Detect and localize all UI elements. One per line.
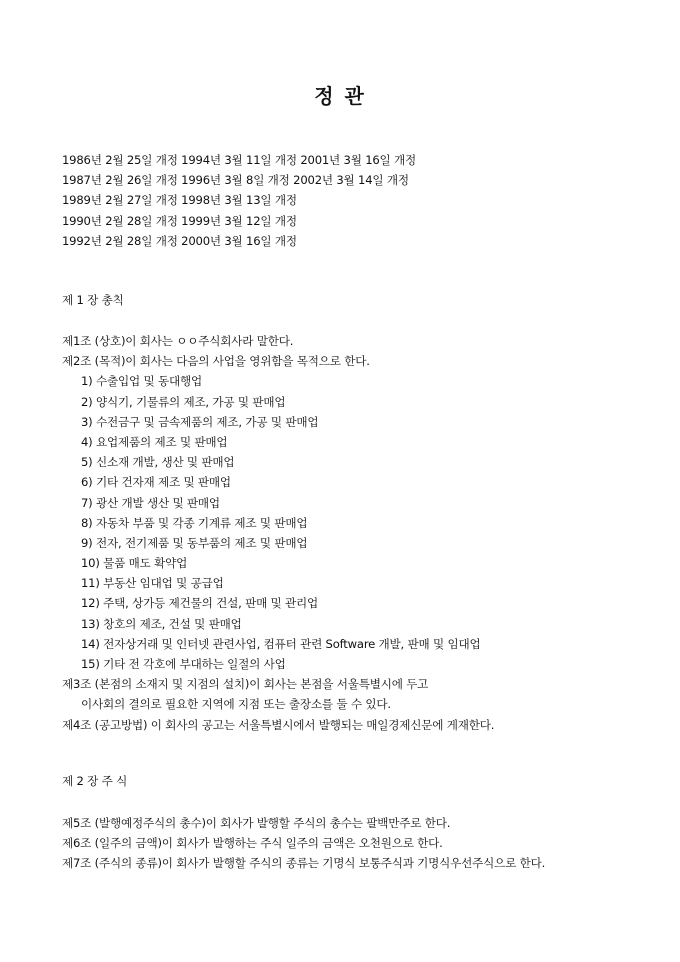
- history-line: 1986년 2월 25일 개정 1994년 3월 11일 개정 2001년 3월 16일 개정: [62, 153, 417, 167]
- chapter-2-heading: [62, 771, 662, 791]
- document-title: 정 관: [314, 84, 366, 108]
- purpose-item: 7) 광산 개발 생산 및 판매업: [81, 495, 220, 510]
- article-2: 제2조 (목적)이 회사는 다음의 사업을 영위함을 목적으로 한다.: [62, 354, 370, 369]
- article-6: 제6조 (일주의 금액)이 회사가 발행하는 주식 일주의 금액은 오천원으로 한다.: [62, 836, 443, 851]
- purpose-item: 3) 수전금구 및 금속제품의 제조, 가공 및 판매업: [81, 414, 319, 429]
- article-3: 제3조 (본점의 소재지 및 지점의 설치)이 회사는 본점을 서울특별시에 두고: [62, 677, 429, 692]
- purpose-item: 15) 기타 전 각호에 부대하는 일절의 사업: [81, 657, 286, 671]
- history-line: 1992년 2월 28일 개정 2000년 3월 16일 개정: [62, 233, 297, 248]
- chapter-2-articles: [62, 813, 662, 874]
- purpose-item: 13) 창호의 제조, 건설 및 판매업: [81, 616, 242, 631]
- purpose-item: 2) 양식기, 기물류의 제조, 가공 및 판매업: [81, 394, 286, 409]
- purpose-item: 6) 기타 건자재 제조 및 판매업: [81, 475, 231, 490]
- purpose-item: 8) 자동차 부품 및 각종 기계류 제조 및 판매업: [81, 515, 308, 530]
- purpose-item: 5) 신소재 개발, 생산 및 판매업: [81, 455, 235, 470]
- history-line: 1989년 2월 27일 개정 1998년 3월 13일 개정: [62, 193, 297, 208]
- article-1: 제1조 (상호)이 회사는 ㅇㅇ주식회사라 말한다.: [62, 334, 294, 348]
- purpose-item: 14) 전자상거래 및 인터넷 관련사업, 컴퓨터 관련 Software 개발, 판매 및 임대업: [81, 636, 481, 651]
- chapter-1-heading: [62, 290, 662, 310]
- article-7: 제7조 (주식의 종류)이 회사가 발행할 주식의 종류는 기명식 보통주식과 기명식우선주식으로 한다.: [62, 856, 546, 871]
- article-4: 제4조 (공고방법) 이 회사의 공고는 서울특별시에서 발행되는 매일경제신문에 게재한다.: [62, 717, 495, 732]
- purpose-item: 12) 주택, 상가등 제건물의 건설, 판매 및 관리업: [81, 596, 319, 611]
- purpose-item: 4) 요업제품의 제조 및 판매업: [81, 434, 228, 449]
- history-line: 1990년 2월 28일 개정 1999년 3월 12일 개정: [62, 213, 297, 228]
- article-3-continuation: 이사회의 결의로 필요한 지역에 지점 또는 출장소를 둘 수 있다.: [81, 697, 391, 712]
- purpose-item: 9) 전자, 전기제품 및 동부품의 제조 및 판매업: [81, 535, 308, 550]
- chapter-heading: 제 2 장 주 식: [62, 774, 128, 788]
- purpose-item: 11) 부동산 임대업 및 공급업: [81, 576, 224, 591]
- chapter-1-articles: [62, 331, 662, 735]
- article-5: 제5조 (발행예정주식의 총수)이 회사가 발행할 주식의 총수는 팔백만주로 한다.: [62, 816, 451, 830]
- history-line: 1987년 2월 26일 개정 1996년 3월 8일 개정 2002년 3월 14일 개정: [62, 173, 409, 188]
- purpose-item: 1) 수출입업 및 동대행업: [81, 374, 202, 389]
- purpose-item: 10) 물품 매도 확약업: [81, 556, 188, 571]
- amendment-history: [62, 150, 662, 251]
- chapter-heading: 제 1 장 총칙: [62, 293, 124, 307]
